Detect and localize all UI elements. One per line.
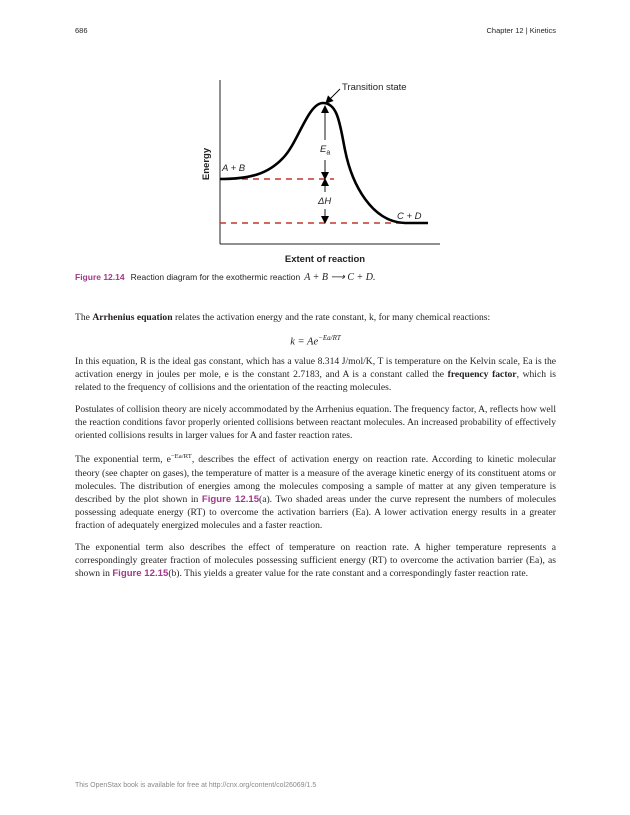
p1-post: relates the activation energy and the rate constant, k, for many chemical reactions:: [172, 312, 491, 323]
p4-b: , describes the effect of activation energy on reaction rate. According to kinetic molecular theory (see chapter on gases), the temperature of matter is a measure of the average kinetic energy of its constituent atoms or molecules. The distribution of energies among the molecules composing a sample of matter at any given temperature is described by the plot shown in: [75, 454, 556, 505]
page-number: 686: [75, 26, 88, 35]
p4-a: The exponential term, e: [75, 454, 171, 466]
p2-b: , which is related to the frequency of collisions and the orientation of the reacting molecules.: [75, 369, 556, 394]
transition-state-pointer: [328, 89, 340, 101]
p5-b: (b). This yields a greater value for the rate constant and a correspondingly faster reaction rate.: [168, 567, 529, 579]
paragraph-temperature: [75, 541, 556, 581]
delta-h-label: ΔH: [318, 196, 332, 207]
transition-state-label: Transition state: [342, 82, 407, 93]
paragraph-exponential-term: [75, 450, 556, 532]
p5-a: The exponential term also describes the effect of temperature on reaction rate. A higher temperature represents a correspondingly greater fraction of molecules possessing sufficient energy (RT) to overcome the activation barrier (Ea), as shown in: [75, 541, 556, 579]
figure-12-15-link-b[interactable]: Figure 12.15: [112, 567, 169, 579]
p4-exponent: −Ea/RT: [170, 453, 192, 461]
paragraph-collision-theory: Postulates of collision theory are nicely accommodated by the Arrhenius equation. The frequency factor, A, reflects how well the reaction conditions favor properly oriented collisions between reactant molecules. An increased probability of effectively oriented collisions results in larger values for A and faster reaction rates.: [75, 403, 556, 441]
y-axis-label: Energy: [201, 147, 212, 181]
page-footer: This OpenStax book is available for free at http://cnx.org/content/col26069/1.5: [75, 782, 317, 789]
p4-c: (a). Two shaded areas under the curve represent the numbers of molecules possessing adequate energy (RT) to overcome the activation barriers (Ea). A lower activation energy results in a greater fraction of adequately energized molecules and a faster reaction.: [75, 493, 556, 532]
ea-label-sub: a: [326, 149, 331, 157]
figure-12-15-link-a[interactable]: Figure 12.15: [201, 493, 260, 505]
ea-label: [320, 144, 330, 157]
chapter-title: Chapter 12 | Kinetics: [486, 26, 556, 35]
p1-pre: The: [75, 312, 93, 323]
equation-exponent: −Ea/RT: [318, 334, 341, 343]
products-label: C + D: [397, 211, 422, 222]
reaction-diagram: [0, 0, 630, 270]
term-frequency-factor: frequency factor: [447, 369, 517, 381]
term-arrhenius-equation: Arrhenius equation: [92, 312, 173, 323]
paragraph-variables: [75, 355, 556, 395]
reactants-label: A + B: [222, 163, 246, 174]
ea-label-main: E: [320, 144, 327, 155]
arrhenius-equation: [75, 332, 556, 349]
p2-a: In this equation, R is the ideal gas constant, which has a value 8.314 J/mol/K, T is temperature on the Kelvin scale, Ea is the activation energy in joules per mole, e is the constant 2.7183, and A is a constant called the: [75, 355, 556, 381]
x-axis-label: Extent of reaction: [284, 254, 366, 265]
body-text: [75, 311, 556, 588]
caption-text: Reaction diagram for the exothermic reaction: [130, 272, 301, 282]
figure-caption: [75, 272, 376, 283]
caption-formula: A + B ⟶ C + D.: [304, 272, 376, 283]
paragraph-arrhenius-intro: [75, 311, 556, 324]
figure-label: Figure 12.14: [75, 272, 125, 282]
equation-lhs: k = Ae: [290, 336, 319, 348]
